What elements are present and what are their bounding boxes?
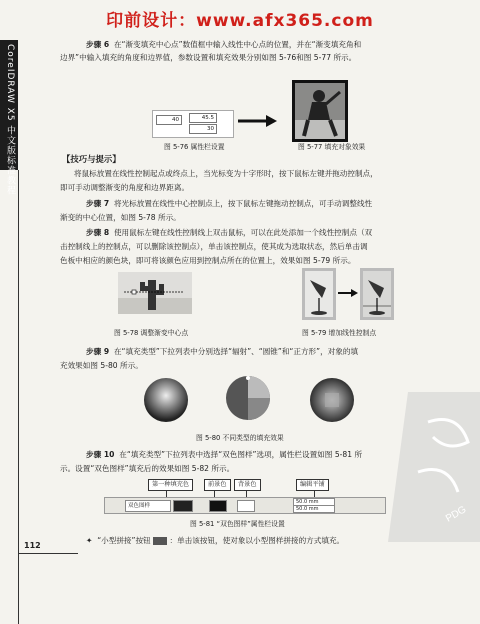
bullet-text: “小型拼接”按钮: [97, 536, 151, 545]
step7-text-line1: 将光标放置在线性中心控制点上，按下鼠标左键拖动控制点，可手动调整线性: [113, 199, 373, 208]
margin-rule: [18, 170, 19, 624]
page-number-rule: [18, 553, 78, 554]
arrow-right-icon: [238, 114, 278, 128]
tile-width-field[interactable]: 50.0 mm: [293, 498, 335, 506]
foreground-color-swatch[interactable]: [209, 500, 227, 512]
step8-label: 步骤 8: [86, 228, 110, 237]
step8-text-line2: 击控制线上的控制点，可以删除该控制点），单击该控制点，使其成为选取状态，然后单击调: [60, 242, 368, 251]
step8-line1-block: [86, 227, 446, 238]
callout-edit-tiling: 编辑平铺: [296, 479, 329, 491]
first-fill-color-swatch[interactable]: [173, 500, 193, 512]
small-tile-button-icon: [153, 537, 167, 545]
fig76-field-center: 45.5: [189, 113, 217, 123]
step10-label: 步骤 10: [86, 450, 115, 459]
step10-text-line1: 在“填充类型”下拉列表中选择“双色图样”选项，属性栏设置如图 5-81 所: [119, 450, 363, 459]
fig80-caption: 图 5-80 不同类型的填充效果: [196, 434, 284, 442]
step9-label: 步骤 9: [86, 347, 110, 356]
header-watermark: 印前设计：www.afx365.com: [106, 11, 374, 31]
step6-block: [86, 38, 446, 51]
fig76-caption: 图 5-76 属性栏设置: [164, 143, 225, 151]
background-color-swatch[interactable]: [237, 500, 255, 512]
step7-label: 步骤 7: [86, 199, 110, 208]
fig76-field-angle: 40: [156, 115, 182, 125]
step9-line1-block: [86, 346, 446, 357]
fig76-property-bar: [152, 110, 234, 138]
pdg-watermark-stamp: [388, 392, 480, 542]
bullet-star-icon: ✦: [86, 536, 93, 545]
fill-type-dropdown[interactable]: 双色图样: [125, 500, 171, 512]
step10-text-line2: 示。设置“双色图样”填充后的效果如图 5-82 所示。: [60, 464, 235, 473]
step7-text-line2: 渐变的中心位置，如图 5-78 所示。: [60, 213, 181, 222]
step7-line1-block: [86, 198, 446, 209]
svg-text:PDG: PDG: [444, 504, 469, 525]
step8-text-line3: 色板中相应的颜色块，即可将该颜色应用到控制点所在的位置上，效果如图 5-79 所示。: [60, 256, 356, 265]
fig80-fill-types-image: [144, 374, 356, 424]
tips-line2: 即可手动调整渐变的角度和边界距离。: [60, 183, 190, 192]
callout-foreground-color: 前景色: [204, 479, 231, 491]
chapter-side-text: CoreIDRAW X5 中文版标准教程: [5, 44, 15, 196]
fig77-caption: 图 5-77 填充对象效果: [298, 143, 366, 151]
fig79-before-image: [302, 268, 336, 320]
fig78-caption: 图 5-78 调整渐变中心点: [114, 329, 189, 337]
fig81-property-bar: [104, 497, 386, 514]
arrow-right-icon: [338, 288, 358, 298]
fig77-fill-effect-image: [292, 80, 348, 142]
fig79-caption: 图 5-79 增加线性控制点: [302, 329, 377, 337]
fig78-gradient-center-image: [118, 272, 192, 314]
fig81-caption: 图 5-81 “双色图样”属性栏设置: [190, 520, 285, 528]
tips-title: 【技巧与提示】: [62, 154, 121, 164]
tile-height-field[interactable]: 50.0 mm: [293, 505, 335, 513]
page-number: 112: [24, 541, 41, 550]
callout-background-color: 背景色: [234, 479, 261, 491]
step9-text-line2: 充效果如图 5-80 所示。: [60, 361, 143, 370]
callout-first-fill-color: 第一种填充色: [148, 479, 193, 491]
bullet-item: [86, 535, 344, 546]
step6-text-line2: 边界”中输入填充的角度和边界值，参数设置和填充效果分别如图 5-76和图 5-77 所示。: [60, 53, 357, 62]
step8-text-line1: 使用鼠标左键在线性控制线上双击鼠标，可以在此处添加一个线性控制点（双: [113, 228, 373, 237]
step6-label: 步骤 6: [86, 40, 110, 49]
bullet-text-rest: ：单击该按钮，使对象以小型图样拼接的方式填充。: [169, 536, 345, 545]
tips-line1: 将鼠标放置在线性控制起点或终点上，当光标变为十字形时，按下鼠标左键并拖动控制点，: [74, 169, 378, 178]
step9-text-line1: 在“填充类型”下拉列表中分别选择“辐射”、“圆锥”和“正方形”，对象的填: [113, 347, 359, 356]
fig76-field-edge: 30: [189, 124, 217, 134]
fig79-after-image: [360, 268, 394, 320]
step6-text-line1: 在“渐变填充中心点”数值框中输入线性中心点的位置，并在“渐变填充角和: [113, 40, 362, 49]
